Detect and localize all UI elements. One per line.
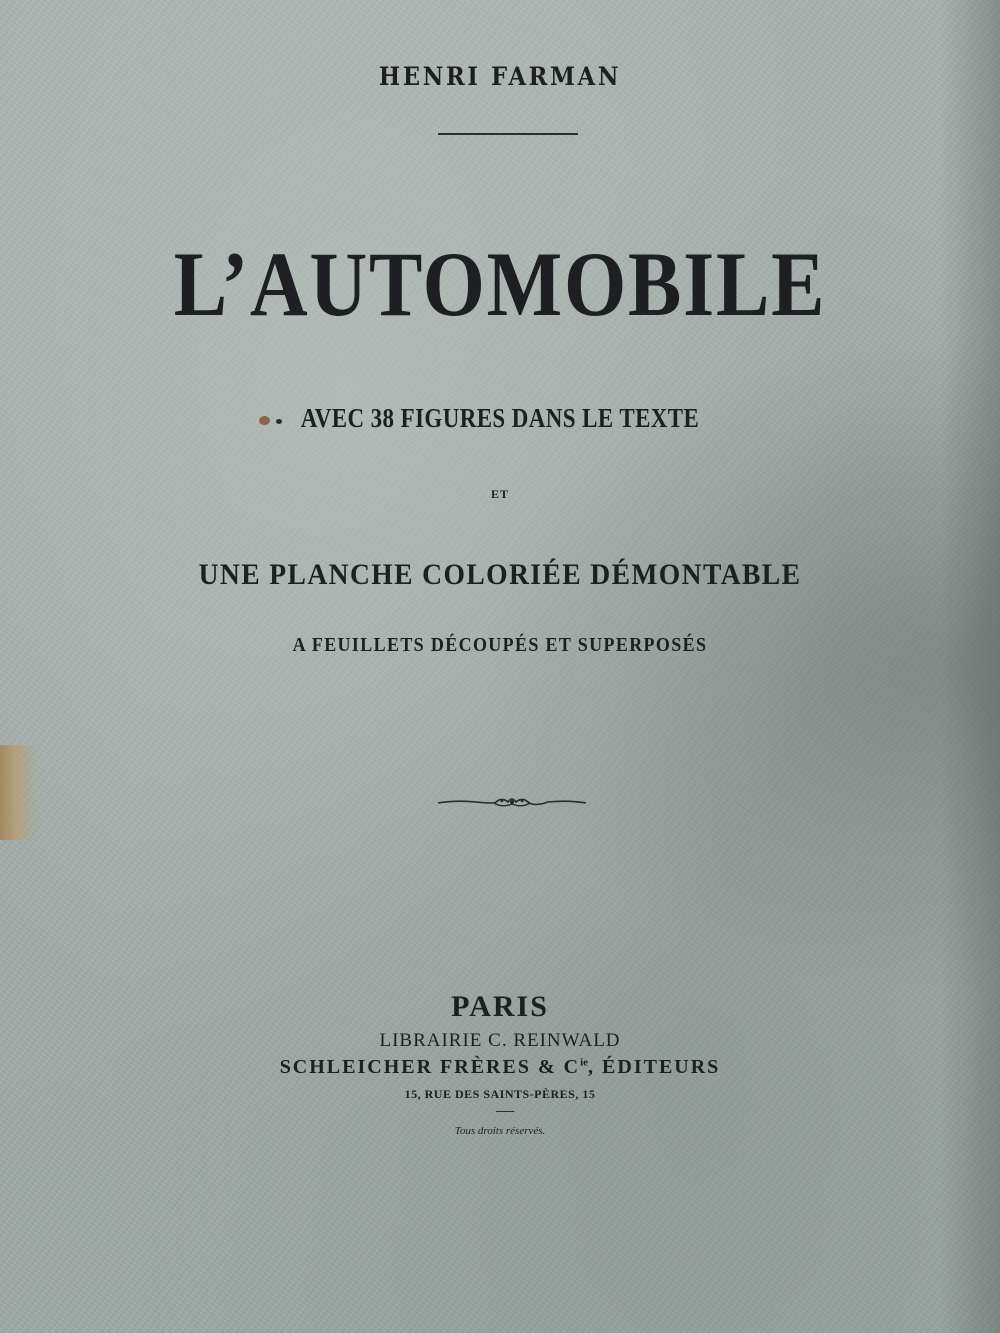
publisher-superscript: ie [580, 1056, 589, 1069]
city-name: PARIS [451, 990, 549, 1023]
rights-notice: Tous droits réservés. [454, 1125, 546, 1137]
publisher-line [0, 1056, 1000, 1079]
author-name: HENRI FARMAN [378, 62, 622, 91]
publisher-address: 15, RUE DES SAINTS-PÈRES, 15 [404, 1087, 596, 1101]
small-divider [496, 1111, 514, 1112]
conjunction-et: ET [490, 487, 509, 501]
subtitle-planche: UNE PLANCHE COLORIÉE DÉMONTABLE [198, 558, 802, 591]
divider-rule [438, 133, 578, 135]
publisher-name: SCHLEICHER FRÈRES & C [279, 1056, 581, 1078]
book-title: L’AUTOMOBILE [173, 233, 827, 335]
torn-spine-edge [0, 745, 38, 840]
ornament-icon [436, 790, 588, 814]
subtitle-feuillets: A FEUILLETS DÉCOUPÉS ET SUPERPOSÉS [292, 634, 708, 656]
bookseller-name: LIBRAIRIE C. REINWALD [379, 1030, 621, 1051]
publisher-suffix: , ÉDITEURS [588, 1056, 721, 1078]
subtitle-figures: AVEC 38 FIGURES DANS LE TEXTE [300, 403, 700, 433]
